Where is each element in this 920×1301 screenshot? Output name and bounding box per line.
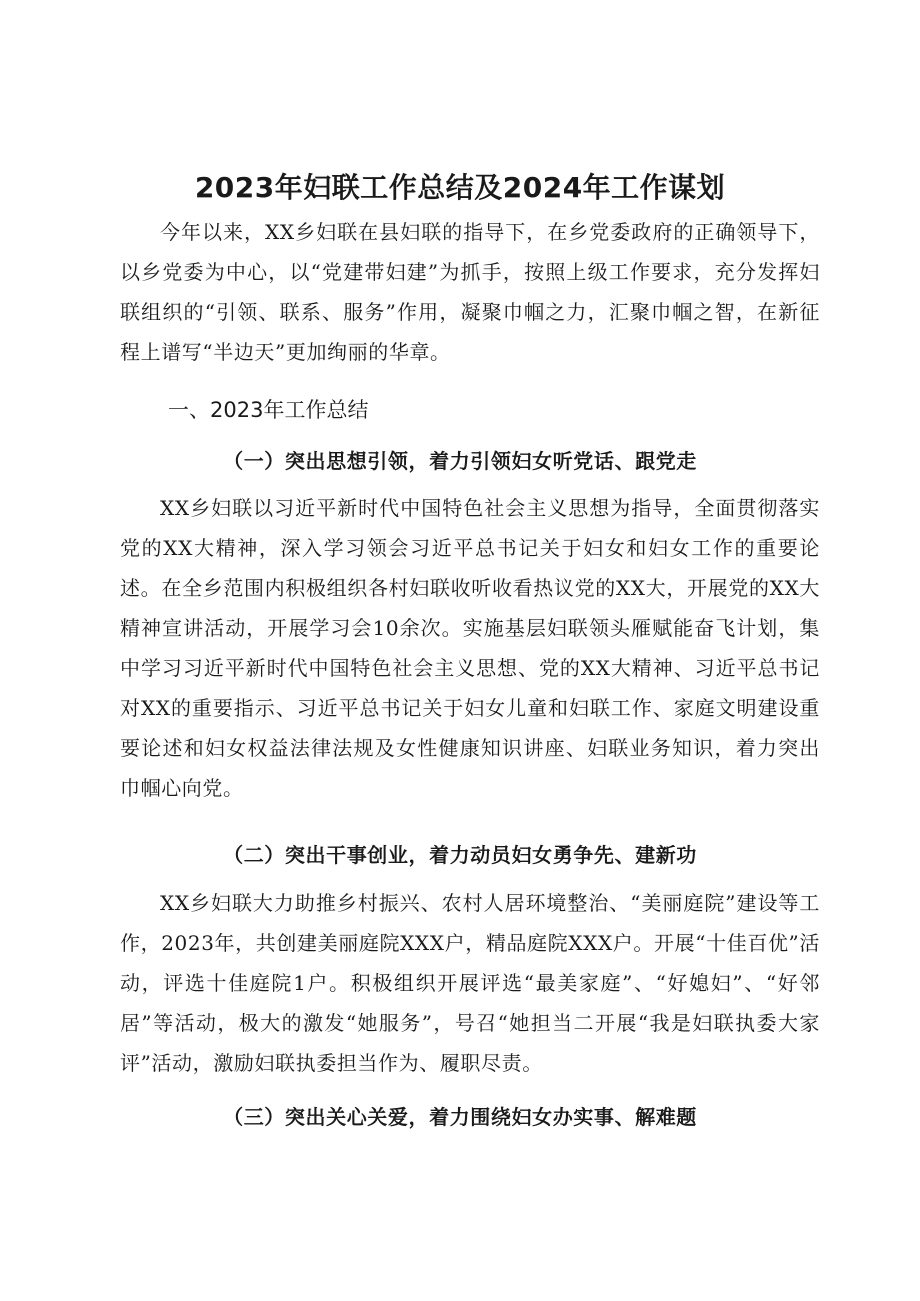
subsection-heading-ideology: （一）突出思想引领，着力引领妇女听党话、跟党走 — [223, 449, 697, 473]
document-title: 2023年妇联工作总结及2024年工作谋划 — [194, 171, 726, 204]
intro-paragraph: 今年以来，XX乡妇联在县妇联的指导下，在乡党委政府的正确领导下，以乡党委为中心，以“党建带妇建”为抓手，按照上级工作要求，充分发挥妇联组织的“引领、联系、服务”作用，凝聚巾帼之力，汇聚巾帼之智，在新征程上谱写“半边天”更加绚丽的华章。 — [120, 220, 820, 364]
subsection-heading-care: （三）突出关心关爱，着力围绕妇女办实事、解难题 — [223, 1105, 697, 1129]
section-heading-summary: 一、2023年工作总结 — [168, 398, 369, 422]
subsection-heading-entrepreneurship: （二）突出干事创业，着力动员妇女勇争先、建新功 — [223, 843, 697, 867]
paragraph-entrepreneurship: XX乡妇联大力助推乡村振兴、农村人居环境整治、“美丽庭院”建设等工作，2023年，共创建美丽庭院XXX户，精品庭院XXX户。开展“十佳百优”活动，评选十佳庭院1户。积极组织开展评选“最美家庭”、“好媳妇”、“好邻居”等活动，极大的激发“她服务”，号召“她担当二开展“我是妇联执委大家评”活动，激励妇联执委担当作为、履职尽责。 — [120, 891, 820, 1075]
paragraph-ideology: XX乡妇联以习近平新时代中国特色社会主义思想为指导，全面贯彻落实党的XX大精神，深入学习领会习近平总书记关于妇女和妇女工作的重要论述。在全乡范围内积极组织各村妇联收听收看热议党的XX大，开展党的XX大精神宣讲活动，开展学习会10余次。实施基层妇联领头雁赋能奋飞计划，集中学习习近平新时代中国特色社会主义思想、党的XX大精神、习近平总书记对XX的重要指示、习近平总书记关于妇女儿童和妇联工作、家庭文明建设重要论述和妇女权益法律法规及女性健康知识讲座、妇联业务知识，着力突出巾帼心向党。 — [120, 496, 820, 800]
